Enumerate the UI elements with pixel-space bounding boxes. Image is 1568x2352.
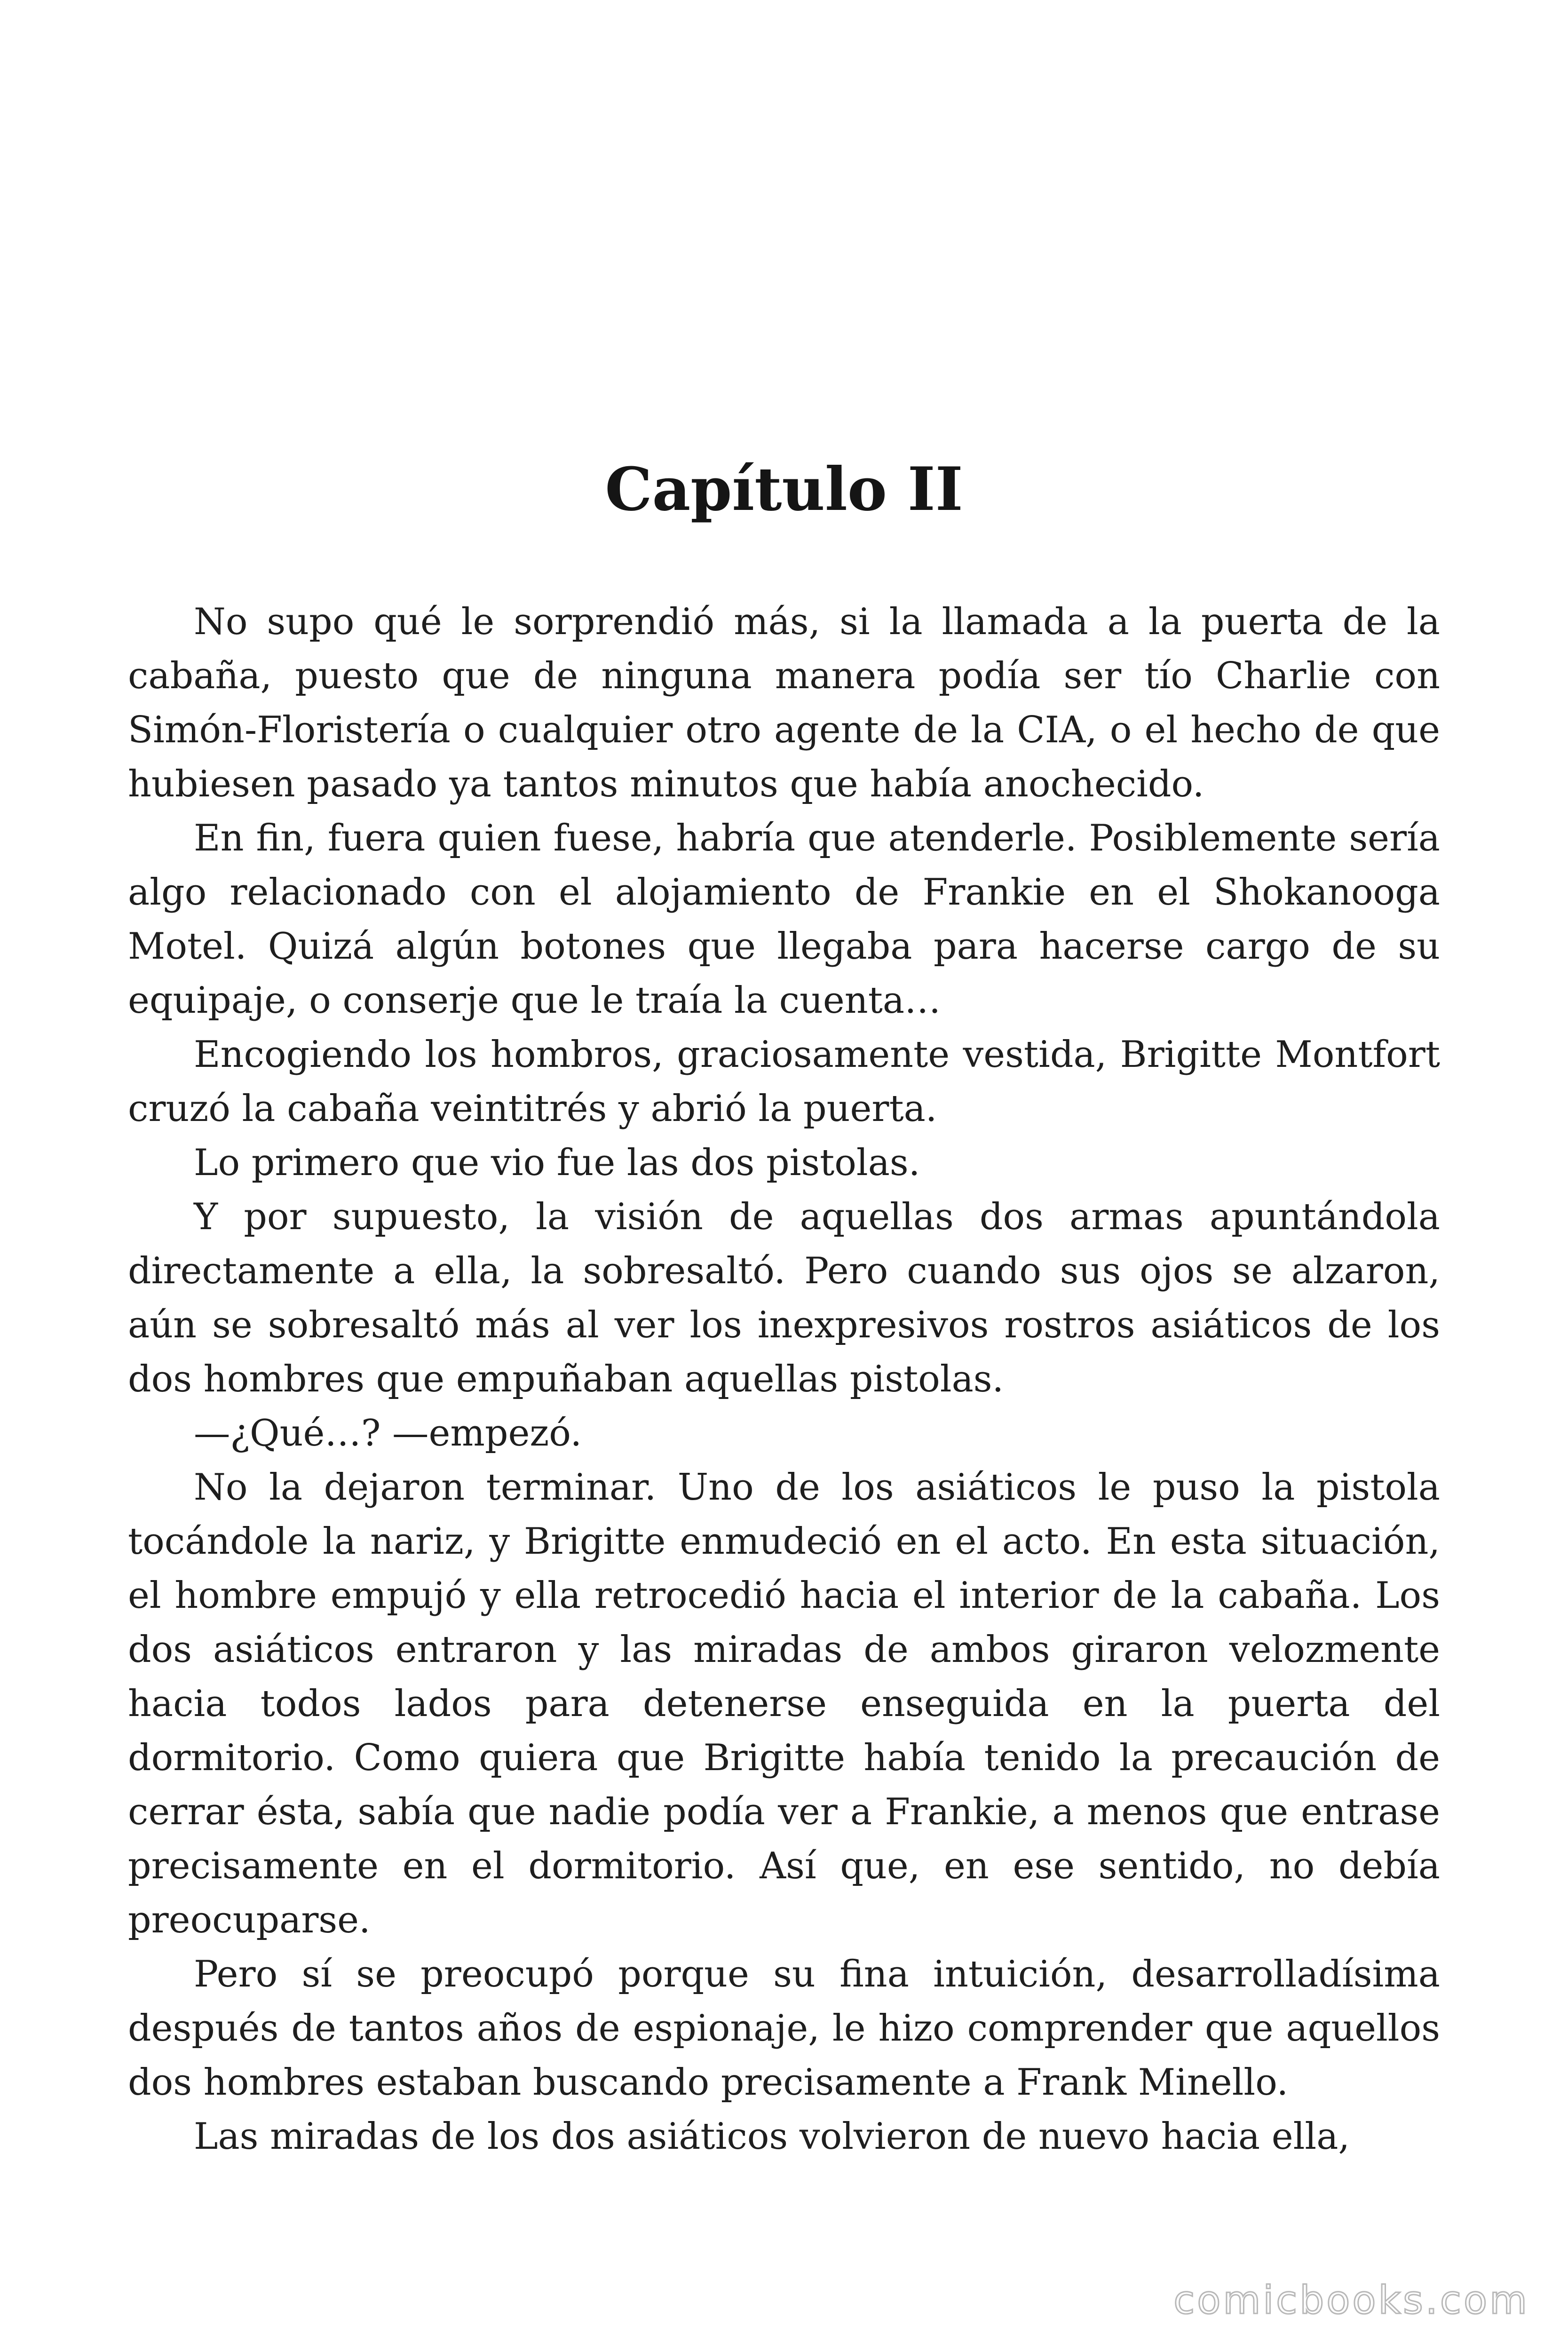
paragraph: No la dejaron terminar. Uno de los asiáticos le puso la pistola tocándole la nariz, y Brigitte enmudeció en el acto. En esta situación, el hombre empujó y ella retrocedió hacia el interior de la cabaña. Los dos asiáticos entraron y las miradas de ambos giraron velozmente hacia todos lados para detenerse enseguida en la puerta del dormitorio. Como quiera que Brigitte había tenido la precaución de cerrar ésta, sabía que nadie podía ver a Frankie, a menos que entrase precisamente en el dormitorio. Así que, en ese sentido, no debía preocuparse. <box>128 1466 1440 1941</box>
paragraph: Encogiendo los hombros, graciosamente vestida, Brigitte Montfort cruzó la cabaña veintitrés y abrió la puerta. <box>128 1033 1440 1130</box>
body-text <box>128 595 1440 2164</box>
paragraph: En fin, fuera quien fuese, habría que atenderle. Posiblemente sería algo relacionado con el alojamiento de Frankie en el Shokanooga Motel. Quizá algún botones que llegaba para hacerse cargo de su equipaje, o conserje que le traía la cuenta… <box>128 817 1440 1022</box>
paragraph: —¿Qué…? —empezó. <box>194 1412 582 1454</box>
paragraph: Pero sí se preocupó porque su fina intuición, desarrolladísima después de tantos años de espionaje, le hizo comprender que aquellos dos hombres estaban buscando precisamente a Frank Minello. <box>128 1953 1440 2104</box>
chapter-title: Capítulo II <box>605 454 963 524</box>
paragraph: Y por supuesto, la visión de aquellas dos armas apuntándola directamente a ella, la sobresaltó. Pero cuando sus ojos se alzaron, aún se sobresaltó más al ver los inexpresivos rostros asiáticos de los dos hombres que empuñaban aquellas pistolas. <box>128 1196 1440 1400</box>
paragraph: No supo qué le sorprendió más, si la llamada a la puerta de la cabaña, puesto que de ninguna manera podía ser tío Charlie con Simón-Floristería o cualquier otro agente de la CIA, o el hecho de que hubiesen pasado ya tantos minutos que había anochecido. <box>128 601 1440 805</box>
watermark: comicbooks.com <box>1173 2278 1529 2323</box>
paragraph: Lo primero que vio fue las dos pistolas. <box>194 1142 920 1184</box>
paragraph: Las miradas de los dos asiáticos volvieron de nuevo hacia ella, <box>194 2115 1350 2158</box>
